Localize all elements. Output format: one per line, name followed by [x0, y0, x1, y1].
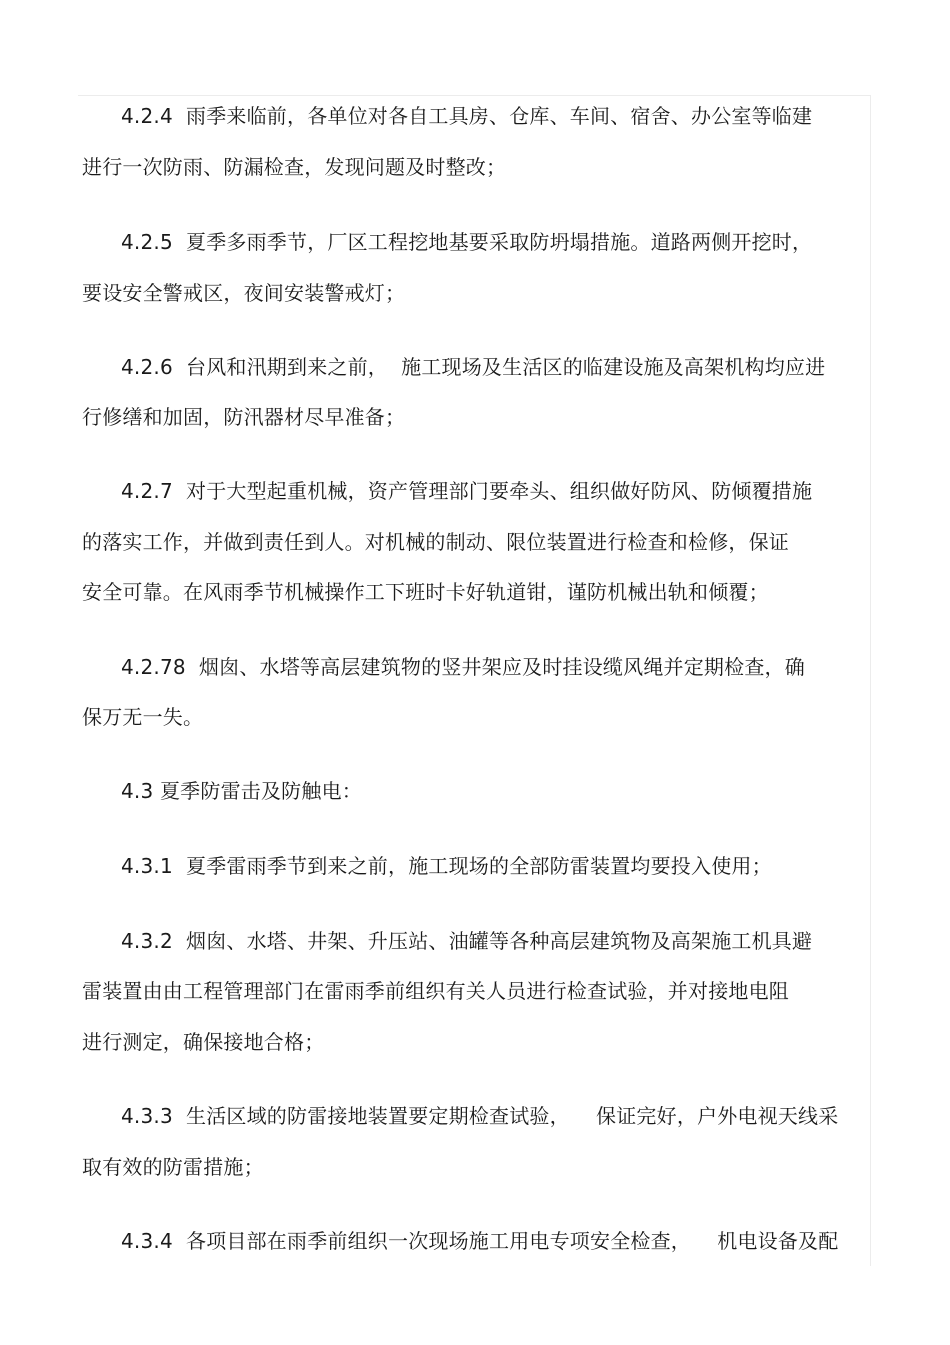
text-line: 4.2.6 台风和汛期到来之前， 施工现场及生活区的临建设施及高架机构均应进 [121, 355, 826, 379]
text-line: 进行一次防雨、防漏检查，发现问题及时整改； [82, 155, 507, 179]
text-line: 安全可靠。在风雨季节机械操作工下班时卡好轨道钳，谨防机械出轨和倾覆； [82, 580, 769, 604]
text-line: 的落实工作，并做到责任到人。对机械的制动、限位装置进行检查和检修，保证 [82, 530, 789, 554]
text-line: 进行测定，确保接地合格； [82, 1030, 325, 1054]
text-line: 取有效的防雷措施； [82, 1155, 264, 1179]
text-line: 4.2.7 对于大型起重机械，资产管理部门要牵头、组织做好防风、防倾覆措施 [121, 479, 813, 503]
text-line: 4.2.78 烟囱、水塔等高层建筑物的竖井架应及时挂设缆风绳并定期检查，确 [121, 655, 805, 679]
text-line: 4.3.1 夏季雷雨季节到来之前，施工现场的全部防雷装置均要投入使用； [121, 854, 772, 878]
text-line: 4.2.5 夏季多雨季节，厂区工程挖地基要采取防坍塌措施。道路两侧开挖时， [121, 230, 813, 254]
text-line: 行修缮和加固，防汛器材尽早准备； [82, 405, 406, 429]
text-line: 4.3.3 生活区域的防雷接地装置要定期检查试验， 保证完好，户外电视天线采 [121, 1104, 839, 1128]
text-line: 保万无一失。 [82, 705, 204, 729]
text-line: 要设安全警戒区，夜间安装警戒灯； [82, 281, 406, 305]
section-heading: 4.3 夏季防雷击及防触电： [121, 779, 362, 803]
text-line: 雷装置由由工程管理部门在雷雨季前组织有关人员进行检查试验，并对接地电阻 [82, 979, 789, 1003]
text-line: 4.3.4 各项目部在雨季前组织一次现场施工用电专项安全检查， 机电设备及配 [121, 1229, 839, 1253]
text-line: 4.3.2 烟囱、水塔、井架、升压站、油罐等各种高层建筑物及高架施工机具避 [121, 929, 813, 953]
text-line: 4.2.4 雨季来临前，各单位对各自工具房、仓库、车间、宿舍、办公室等临建 [121, 104, 813, 128]
